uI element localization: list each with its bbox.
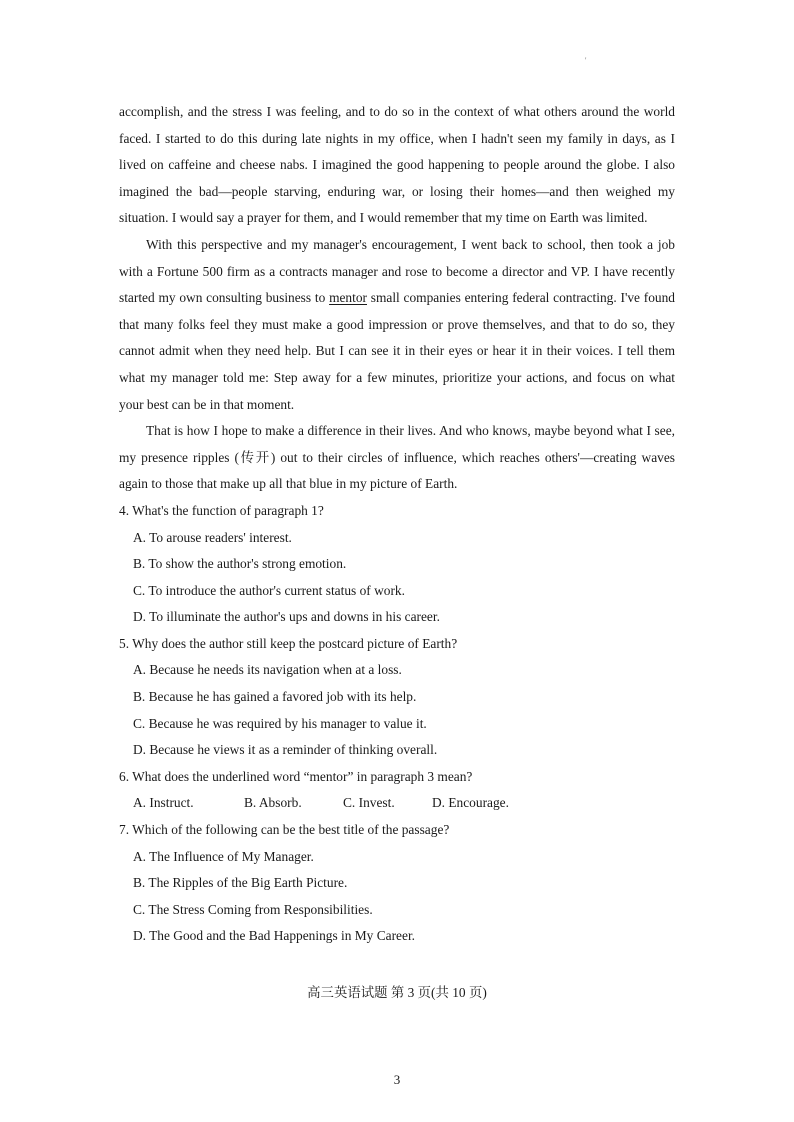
- question-4-option-b: B. To show the author's strong emotion.: [133, 556, 347, 572]
- question-7-option-c: C. The Stress Coming from Responsibilities.: [133, 901, 373, 917]
- question-4-option-a: A. To arouse readers' interest.: [133, 529, 292, 545]
- question-7-stem: 7. Which of the following can be the best title of the passage?: [119, 822, 450, 838]
- question-6-option-d: D. Encourage.: [432, 795, 509, 811]
- question-5-option-d: D. Because he views it as a reminder of thinking overall.: [133, 742, 438, 758]
- question-6-option-a: A. Instruct.: [133, 795, 194, 811]
- passage-paragraph-3: [119, 232, 675, 418]
- question-7-option-a: A. The Influence of My Manager.: [133, 848, 314, 864]
- question-5-options: [119, 657, 675, 763]
- question-7-option-d: D. The Good and the Bad Happenings in My Career.: [133, 928, 416, 944]
- underlined-word-mentor: mentor: [329, 290, 367, 306]
- question-7-options: [119, 844, 675, 950]
- question-4-option-d: D. To illuminate the author's ups and downs in his career.: [133, 609, 440, 625]
- question-5-option-a: A. Because he needs its navigation when at a loss.: [133, 662, 402, 678]
- page-footer-title: 高三英语试题 第 3 页(共 10 页): [307, 985, 487, 1000]
- page-number: 3: [393, 1072, 401, 1087]
- question-6-option-c: C. Invest.: [343, 795, 395, 811]
- question-5-option-b: B. Because he has gained a favored job with its help.: [133, 689, 417, 705]
- question-4-option-c: C. To introduce the author's current status of work.: [133, 582, 405, 598]
- question-6-options: [119, 790, 675, 817]
- question-6-stem: 6. What does the underlined word “mentor” in paragraph 3 mean?: [119, 768, 473, 784]
- question-6-option-b: B. Absorb.: [244, 795, 302, 811]
- page-content: [119, 99, 675, 950]
- question-6: [119, 764, 675, 817]
- question-7: [119, 817, 675, 950]
- question-4-stem: 4. What's the function of paragraph 1?: [119, 502, 324, 518]
- passage-paragraph-4: That is how I hope to make a difference in their lives. And who knows, maybe beyond what I see, my presence ripples (传开) out to their circles of influence, which reaches others'—creating waves again to those that make up all that blue in my picture of Earth.: [119, 423, 675, 492]
- question-4: [119, 498, 675, 631]
- paragraph-3-text-after: small companies entering federal contracting. I've found that many folks feel they must make a good impression or prove themselves, and that to do so, they cannot admit when they need help. But I can see it in their eyes or hear it in their voices. I tell them what my manager told me: Step away for a few minutes, prioritize your actions, and focus on what your best can be in that moment.: [119, 290, 676, 412]
- question-5-stem: 5. Why does the author still keep the postcard picture of Earth?: [119, 635, 458, 651]
- question-4-options: [119, 525, 675, 631]
- passage-paragraph-2: accomplish, and the stress I was feeling, and to do so in the context of what others around the world faced. I started to do this during late nights in my office, when I hadn't seen my family in days, as I lived on caffeine and cheese nabs. I imagined the good happening to people around the globe. I also imagined the bad—people starving, enduring war, or losing their homes—and then weighed my situation. I would say a prayer for them, and I would remember that my time on Earth was limited.: [119, 104, 675, 226]
- question-5: [119, 631, 675, 764]
- question-7-option-b: B. The Ripples of the Big Earth Picture.: [133, 875, 348, 891]
- corner-mark: ': [585, 56, 587, 65]
- paragraph-3-text-before: With this perspective and my manager's encouragement, I went back to school, then took a job with a Fortune 500 firm as a contracts manager and rose to become a director and VP. I have recently started my own consulting business to: [119, 236, 675, 306]
- question-5-option-c: C. Because he was required by his manager to value it.: [133, 715, 427, 731]
